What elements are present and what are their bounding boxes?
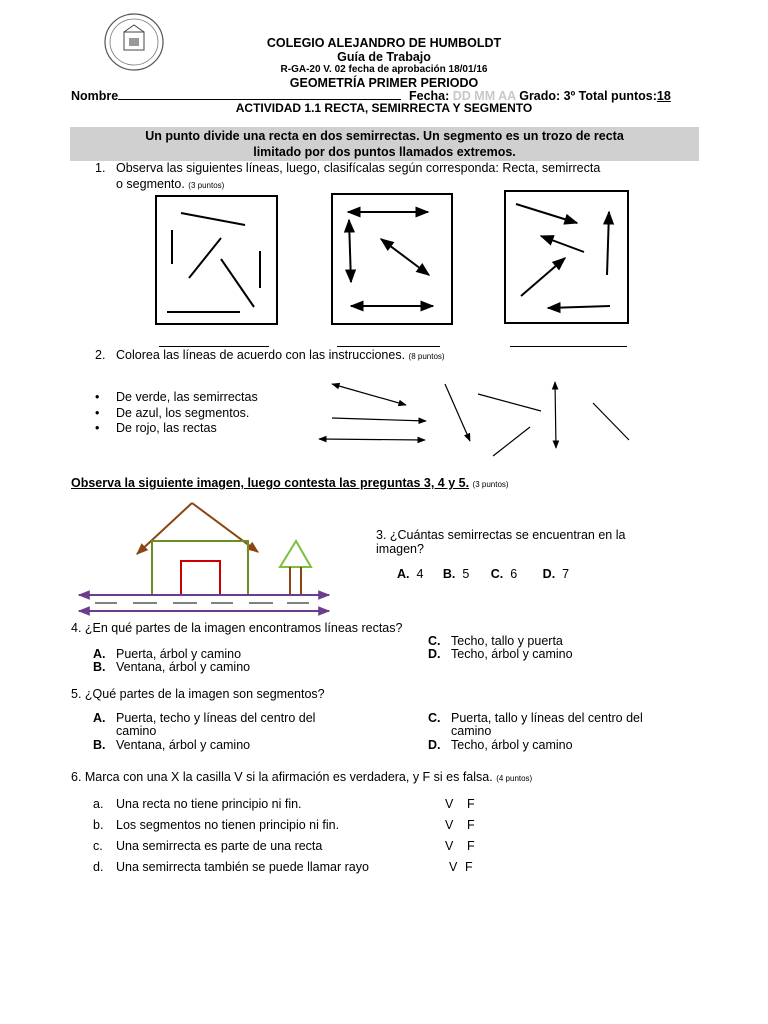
q2-bullets: [95, 390, 258, 437]
q6-item-a-f[interactable]: F: [467, 797, 475, 811]
q5-option-a[interactable]: A. Puerta, techo y líneas del centro del camino: [93, 711, 316, 738]
observe-text: Observa la siguiente imagen, luego contesta las preguntas 3, 4 y 5.: [71, 476, 470, 490]
q6-item-b-f[interactable]: F: [467, 818, 475, 832]
house-drawing: [75, 495, 340, 620]
q6-item-b: b. Los segmentos no tienen principio ni fin.: [93, 818, 340, 832]
definition-line1: Un punto divide una recta en dos semirrectas. Un segmento es un trozo de recta: [145, 129, 624, 143]
q3-option-a[interactable]: A. 4: [397, 567, 424, 581]
name-field[interactable]: [118, 89, 401, 100]
colorable-line: [555, 382, 556, 448]
colorable-line: [478, 394, 541, 411]
doc-type: Guía de Trabajo: [337, 50, 431, 64]
box3-lines: [504, 190, 629, 324]
q4-option-b[interactable]: B. Ventana, árbol y camino: [93, 660, 251, 674]
definition-line2: limitado por dos puntos llamados extremos.: [253, 145, 516, 159]
answer-line-3[interactable]: [510, 346, 627, 347]
q6-item-d-v[interactable]: V: [449, 860, 458, 874]
q1-line2-row: [116, 177, 224, 191]
q3-option-b[interactable]: B. 5: [442, 567, 470, 581]
q3-line2: imagen?: [376, 542, 424, 556]
name-label: Nombre: [71, 89, 119, 103]
activity-title: ACTIVIDAD 1.1 RECTA, SEMIRRECTA Y SEGMENTO: [235, 101, 533, 115]
q3-line1: 3. ¿Cuántas semirrectas se encuentran en la: [376, 528, 626, 542]
q1-points: (3 puntos): [188, 181, 225, 190]
q2-lines: [315, 370, 645, 460]
q3-option-c[interactable]: C. 6: [490, 567, 518, 581]
segment: [189, 238, 221, 278]
q6-item-a-v[interactable]: V: [445, 797, 454, 811]
observe-row: [71, 476, 509, 490]
ray: [541, 236, 584, 252]
answer-line-1[interactable]: [159, 346, 269, 347]
q1-line1: Observa las siguientes líneas, luego, clasifícalas según corresponda: Recta, semirrecta: [116, 161, 601, 175]
q2-row: [116, 348, 445, 362]
line-ray: [349, 220, 351, 282]
colorable-line: [593, 403, 629, 440]
q5-text: 5. ¿Qué partes de la imagen son segmentos?: [71, 687, 325, 701]
subject-title: GEOMETRÍA PRIMER PERIODO: [289, 76, 479, 90]
tree-top: [280, 541, 311, 567]
ray: [607, 212, 609, 275]
answer-line-2[interactable]: [337, 346, 440, 347]
q5-option-b[interactable]: B. Ventana, árbol y camino: [93, 738, 251, 752]
q4-option-a[interactable]: A. Puerta, árbol y camino: [93, 647, 242, 661]
box1-lines: [155, 195, 278, 325]
q4-text: 4. ¿En qué partes de la imagen encontramos líneas rectas?: [71, 621, 403, 635]
q4-option-d[interactable]: D. Techo, árbol y camino: [428, 647, 573, 661]
roof-left-ray: [137, 503, 192, 554]
q6-row: [71, 770, 532, 784]
house-wall: [152, 541, 248, 595]
segment: [181, 213, 245, 225]
q3-option-d[interactable]: D. 7: [542, 567, 570, 581]
bullet-blue: • De azul, los segmentos.: [95, 405, 250, 420]
q1-number: 1.: [95, 161, 106, 175]
q6-points: (4 puntos): [496, 774, 533, 783]
house-door: [181, 561, 220, 595]
bullet-red: • De rojo, las rectas: [95, 421, 217, 435]
q2-text: Colorea las líneas de acuerdo con las instrucciones.: [116, 348, 406, 362]
colorable-line: [332, 418, 426, 421]
q1-line2: o segmento.: [116, 177, 185, 191]
ray: [548, 306, 610, 308]
q2-points: (8 puntos): [408, 352, 445, 361]
q6-item-c: c. Una semirrecta es parte de una recta: [93, 839, 323, 853]
q6-text: 6. Marca con una X la casilla V si la afirmación es verdadera, y F si es falsa.: [71, 770, 493, 784]
date-label: Fecha:: [409, 89, 450, 103]
box2-lines: [331, 193, 453, 325]
q6-item-d: d. Una semirrecta también se puede llamar rayo: [93, 860, 369, 874]
colorable-line: [319, 439, 425, 440]
colorable-line: [445, 384, 470, 441]
q6-item-a: a. Una recta no tiene principio ni fin.: [93, 797, 302, 811]
school-name: COLEGIO ALEJANDRO DE HUMBOLDT: [266, 36, 502, 50]
bullet-green: • De verde, las semirrectas: [95, 390, 258, 404]
q3-options: [397, 567, 569, 581]
date-placeholder[interactable]: DD MM AA: [452, 89, 516, 103]
q4-option-c[interactable]: C. Techo, tallo y puerta: [428, 634, 563, 648]
segment: [221, 259, 254, 307]
grade-label: Grado: 3º Total puntos:: [519, 89, 657, 103]
q6-item-c-f[interactable]: F: [467, 839, 475, 853]
ray: [521, 258, 565, 296]
colorable-line: [493, 427, 530, 456]
total-points: 18: [656, 89, 671, 103]
q6-item-d-f[interactable]: F: [465, 860, 473, 874]
q5-option-d[interactable]: D. Techo, árbol y camino: [428, 738, 573, 752]
q6-item-c-v[interactable]: V: [445, 839, 454, 853]
doc-code: R-GA-20 V. 02 fecha de aprobación 18/01/16: [280, 64, 488, 75]
ray: [516, 204, 577, 223]
definition-box: [70, 127, 699, 161]
q2-number: 2.: [95, 348, 106, 362]
line-ray: [381, 239, 429, 275]
q6-item-b-v[interactable]: V: [445, 818, 454, 832]
colorable-line: [332, 384, 406, 405]
observe-points: (3 puntos): [472, 480, 509, 489]
q5-option-c[interactable]: C. Puerta, tallo y líneas del centro del camino: [428, 711, 643, 738]
